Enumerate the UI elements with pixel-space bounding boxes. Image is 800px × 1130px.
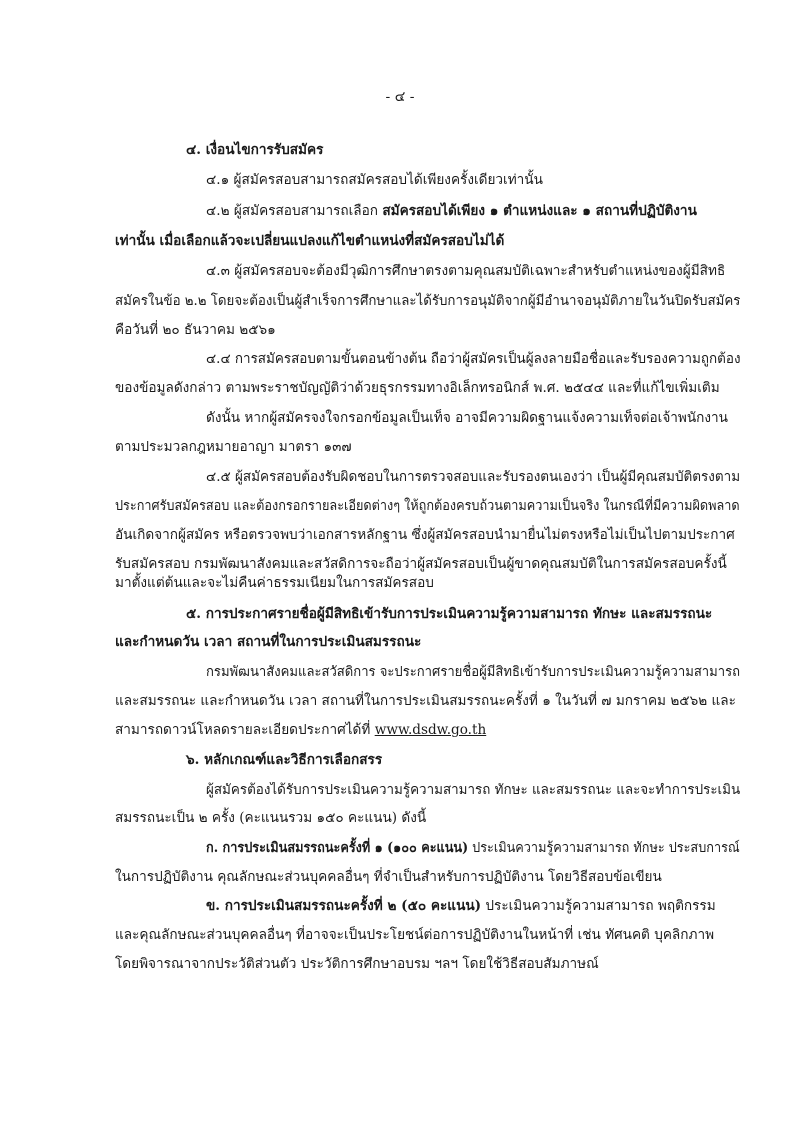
criterion-a-title: ก. การประเมินสมรรถนะครั้งที่ ๑ (๑๐๐ คะแนน) — [206, 840, 469, 856]
item-4-5-line-4: รับสมัครสอบ กรมพัฒนาสังคมและสวัสดิการจะถือว่าผู้สมัครสอบเป็นผู้ขาดคุณสมบัติในการสมัครสอบครั้งนี้ — [115, 556, 727, 572]
section-6-heading: ๖. หลักเกณฑ์และวิธีการเลือกสรร — [186, 752, 383, 768]
item-4-5-line-2: ประกาศรับสมัครสอบ และต้องกรอกรายละเอียดต่างๆ ให้ถูกต้องครบถ้วนตามความเป็นจริง ในกรณีที่มีความผิดพลาด — [115, 498, 740, 514]
item-4-2-line-2: เท่านั้น เมื่อเลือกแล้วจะเปลี่ยนแปลงแก้ไขตำแหน่งที่สมัครสอบไม่ได้ — [115, 233, 505, 249]
criterion-a-line-1 — [206, 838, 740, 858]
section-5-heading-line-2: และกำหนดวัน เวลา สถานที่ในการประเมินสมรรถนะ — [115, 634, 422, 650]
criterion-a-line-2: ในการปฏิบัติงาน คุณลักษณะส่วนบุคคลอื่นๆ ที่จำเป็นสำหรับการปฏิบัติงาน โดยวิธีสอบข้อเขียน — [115, 869, 662, 885]
criterion-b-line-3: โดยพิจารณาจากประวัติส่วนตัว ประวัติการศึกษาอบรม ฯลฯ โดยใช้วิธีสอบสัมภาษณ์ — [115, 956, 599, 972]
download-text: สามารถดาวน์โหลดรายละเอียดประกาศได้ที่ — [115, 722, 371, 738]
item-4-4-line-3: ดังนั้น หากผู้สมัครจงใจกรอกข้อมูลเป็นเท็จ อาจมีความผิดฐานแจ้งความเท็จต่อเจ้าพนักงาน — [206, 410, 728, 426]
section-5-para-line-2: และสมรรถนะ และกำหนดวัน เวลา สถานที่ในการประเมินสมรรถนะครั้งที่ ๑ ในวันที่ ๗ มกราคม ๒๕๖๒ และ — [115, 693, 736, 709]
page-number: - ๔ - — [385, 89, 415, 105]
item-4-2-line-1 — [206, 201, 697, 221]
section-5-heading-line-1: ๕. การประกาศรายชื่อผู้มีสิทธิเข้ารับการประเมินความรู้ความสามารถ ทักษะ และสมรรถนะ — [186, 606, 713, 622]
section-5-para-line-3 — [115, 720, 486, 740]
item-4-3-line-3: คือวันที่ ๒๐ ธันวาคม ๒๕๖๑ — [115, 322, 276, 338]
criterion-b-line-2: และคุณลักษณะส่วนบุคคลอื่นๆ ที่อาจจะเป็นประโยชน์ต่อการปฏิบัติงานในหน้าที่ เช่น ทัศนคติ บุคลิกภาพ — [115, 927, 715, 943]
item-4-4-line-2: ของข้อมูลดังกล่าว ตามพระราชบัญญัติว่าด้วยธุรกรรมทางอิเล็กทรอนิกส์ พ.ศ. ๒๕๔๔ และที่แก้ไขเพิ่มเติม — [115, 380, 720, 396]
criterion-b-desc: ประเมินความรู้ความสามารถ พฤติกรรม — [485, 898, 716, 914]
item-4-4-line-4: ตามประมวลกฎหมายอาญา มาตรา ๑๓๗ — [115, 439, 352, 455]
website-link[interactable]: www.dsdw.go.th — [374, 722, 487, 738]
criterion-b-line-1 — [206, 896, 716, 916]
section-6-para-line-1: ผู้สมัครต้องได้รับการประเมินความรู้ความสามารถ ทักษะ และสมรรถนะ และจะทำการประเมิน — [206, 782, 741, 798]
criterion-b-title: ข. การประเมินสมรรถนะครั้งที่ ๒ (๕๐ คะแนน) — [206, 898, 482, 914]
section-6-para-line-2: สมรรถนะเป็น ๒ ครั้ง (คะแนนรวม ๑๕๐ คะแนน) ดังนี้ — [115, 810, 427, 826]
item-4-2-lead: ๔.๒ ผู้สมัครสอบสามารถเลือก — [206, 203, 379, 219]
item-4-3-line-1: ๔.๓ ผู้สมัครสอบจะต้องมีวุฒิการศึกษาตรงตามคุณสมบัติเฉพาะสำหรับตำแหน่งของผู้มีสิทธิ — [206, 263, 726, 279]
item-4-5-line-5: มาตั้งแต่ต้นและจะไม่คืนค่าธรรมเนียมในการสมัครสอบ — [115, 575, 434, 591]
criterion-a-desc: ประเมินความรู้ความสามารถ ทักษะ ประสบการณ์ — [472, 840, 740, 856]
item-4-4-line-1: ๔.๔ การสมัครสอบตามขั้นตอนข้างต้น ถือว่าผู้สมัครเป็นผู้ลงลายมือชื่อและรับรองความถูกต้อง — [206, 351, 741, 367]
section-5-para-line-1: กรมพัฒนาสังคมและสวัสดิการ จะประกาศรายชื่อผู้มีสิทธิเข้ารับการประเมินความรู้ความสามารถ — [206, 664, 741, 680]
item-4-3-line-2: สมัครในข้อ ๒.๒ โดยจะต้องเป็นผู้สำเร็จการศึกษาและได้รับการอนุมัติจากผู้มีอำนาจอนุมัติภายในวันปิดรับสมัคร — [115, 293, 741, 309]
section-4-heading: ๔. เงื่อนไขการรับสมัคร — [186, 142, 324, 158]
item-4-5-line-1: ๔.๕ ผู้สมัครสอบต้องรับผิดชอบในการตรวจสอบและรับรองตนเองว่า เป็นผู้มีคุณสมบัติตรงตาม — [206, 469, 741, 485]
item-4-2-emphasis: สมัครสอบได้เพียง ๑ ตำแหน่งและ ๑ สถานที่ปฏิบัติงาน — [382, 203, 697, 219]
item-4-5-line-3: อันเกิดจากผู้สมัคร หรือตรวจพบว่าเอกสารหลักฐาน ซึ่งผู้สมัครสอบนำมายื่นไม่ตรงหรือไม่เป็นไปตามประกาศ — [115, 527, 735, 543]
item-4-1: ๔.๑ ผู้สมัครสอบสามารถสมัครสอบได้เพียงครั้งเดียวเท่านั้น — [206, 172, 543, 188]
